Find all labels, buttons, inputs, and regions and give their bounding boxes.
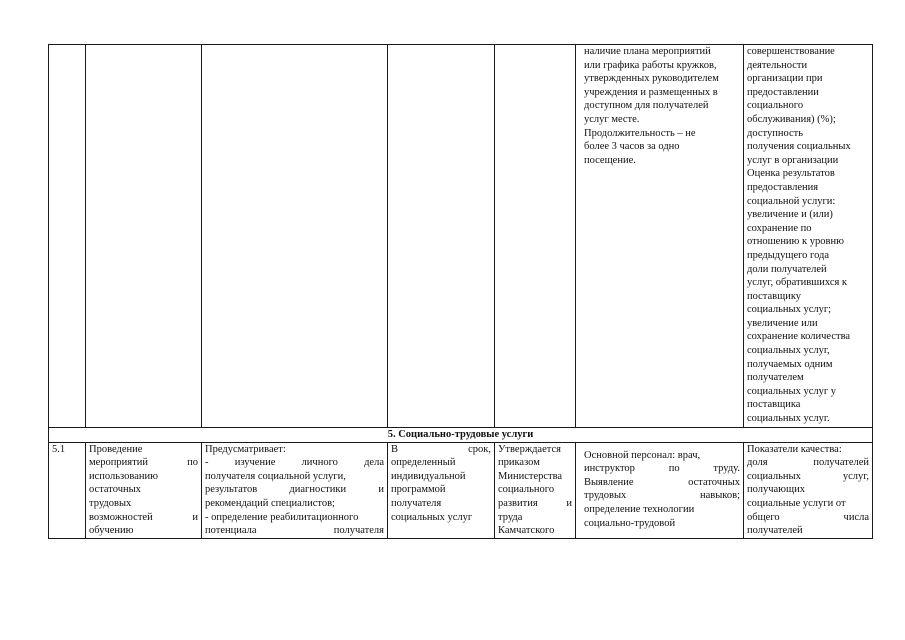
text-line: Предусматривает: xyxy=(205,443,286,455)
cell-service-name xyxy=(86,442,202,538)
text-line: Оценка результатов xyxy=(747,168,835,180)
text-line: получающих xyxy=(747,484,805,496)
text-line: трудовых xyxy=(89,497,132,509)
text-line: увеличение или xyxy=(747,317,818,329)
text-line: остаточных xyxy=(89,484,141,496)
text-line: утвержденных руководителем xyxy=(584,73,719,85)
text-line: социальных услуг, xyxy=(747,345,830,357)
text-line: предыдущего года xyxy=(747,249,830,261)
cell-indicators xyxy=(744,442,873,538)
text-line: доли получателей xyxy=(747,263,827,275)
text-line: наличие плана мероприятий xyxy=(584,46,711,57)
text-line: получателя социальной услуги, xyxy=(205,470,346,482)
text-line: социальных услуг. xyxy=(747,413,830,425)
text-line: получателя xyxy=(391,497,442,509)
text-line: результатов диагностики и xyxy=(205,484,384,496)
table-row xyxy=(49,442,873,538)
continued-cell-description xyxy=(202,45,388,428)
text-line: обучению xyxy=(89,525,134,537)
text-line: социальных услуг; xyxy=(747,304,832,316)
cell-term xyxy=(388,442,495,538)
text-line: получаемых одним xyxy=(747,358,833,370)
text-line: социальных услуг xyxy=(391,511,473,523)
text-line: поставщика xyxy=(747,399,801,411)
cell-number: 5.1 xyxy=(49,442,86,538)
cell-approval xyxy=(495,442,576,538)
text-line: Утверждается xyxy=(498,443,561,455)
continued-cell-approval xyxy=(495,45,576,428)
text-line: развития и xyxy=(498,497,572,509)
text-line: социального xyxy=(747,100,804,112)
text-line: труда xyxy=(498,511,523,523)
section-heading: 5. Социально-трудовые услуги xyxy=(49,428,873,443)
text-line: получателей xyxy=(747,525,803,537)
continued-cell-indicators xyxy=(744,45,873,428)
text-line: - определение реабилитационного xyxy=(205,511,359,523)
text-line: потенциала получателя xyxy=(205,525,384,537)
text-line: поставщику xyxy=(747,290,802,302)
text-line: социальных услуг у xyxy=(747,385,837,397)
text-line: доля получателей xyxy=(747,457,869,469)
text-line: мероприятий по xyxy=(89,457,198,469)
text-line: или графика работы кружков, xyxy=(584,59,717,71)
text-line: сохранение по xyxy=(747,222,812,234)
text-line: услуг в организации xyxy=(747,154,839,166)
text-line: Основной персонал: врач, xyxy=(584,449,701,461)
text-line: индивидуальной xyxy=(391,470,466,482)
text-line: социального xyxy=(498,484,555,496)
text-line: социальные услуги от xyxy=(747,497,846,509)
text-line: Министерства xyxy=(498,470,563,482)
text-line: определенный xyxy=(391,457,456,469)
text-line: более 3 часов за одно xyxy=(584,141,680,153)
continued-row xyxy=(49,45,873,428)
text-line: инструктор по труду. xyxy=(584,463,740,475)
text-line: социальной услуги: xyxy=(747,195,836,207)
text-line: социальных услуг, xyxy=(747,470,869,482)
text-line: услуг, обратившихся к xyxy=(747,277,848,289)
text-line: В срок, xyxy=(391,443,491,455)
text-line: определение технологии xyxy=(584,503,695,515)
text-line: организации при xyxy=(747,73,823,85)
text-line: предоставлении xyxy=(747,86,819,98)
continued-cell-term xyxy=(388,45,495,428)
text-line: трудовых навыков; xyxy=(584,490,740,502)
continued-cell-number xyxy=(49,45,86,428)
continued-cell-name xyxy=(86,45,202,428)
section-heading-row xyxy=(49,428,873,443)
text-line: учреждения и размещенных в xyxy=(584,86,718,98)
text-line: возможностей и xyxy=(89,511,198,523)
text-line: общего числа xyxy=(747,511,869,523)
social-services-table xyxy=(48,44,873,539)
text-line: получателем xyxy=(747,372,804,384)
text-line: Продолжительность – не xyxy=(584,127,696,139)
cell-service-description xyxy=(202,442,388,538)
text-line: - изучение личного дела xyxy=(205,457,384,469)
text-line: отношению к уровню xyxy=(747,236,844,248)
text-line: социально-трудовой xyxy=(584,517,676,529)
continued-cell-conditions xyxy=(576,45,744,428)
text-line: использованию xyxy=(89,470,158,482)
text-line: деятельности xyxy=(747,59,808,71)
text-line: обслуживания) (%); xyxy=(747,113,836,125)
text-line: посещение. xyxy=(584,154,636,166)
text-line: увеличение и (или) xyxy=(747,209,833,221)
text-line: совершенствование xyxy=(747,46,835,57)
text-line: программой xyxy=(391,484,446,496)
text-line: сохранение количества xyxy=(747,331,851,343)
text-line: Проведение xyxy=(89,443,143,455)
text-line: услуг месте. xyxy=(584,113,640,125)
text-line: доступность xyxy=(747,127,804,139)
text-line: Камчатского xyxy=(498,525,555,537)
cell-conditions xyxy=(576,442,744,538)
text-line: Выявление остаточных xyxy=(584,476,740,488)
text-line: доступном для получателей xyxy=(584,100,709,112)
text-line: Показатели качества: xyxy=(747,443,842,455)
text-line: предоставления xyxy=(747,181,819,193)
text-line: рекомендаций специалистов; xyxy=(205,497,335,509)
text-line: получения социальных xyxy=(747,141,851,153)
text-line: приказом xyxy=(498,457,540,469)
